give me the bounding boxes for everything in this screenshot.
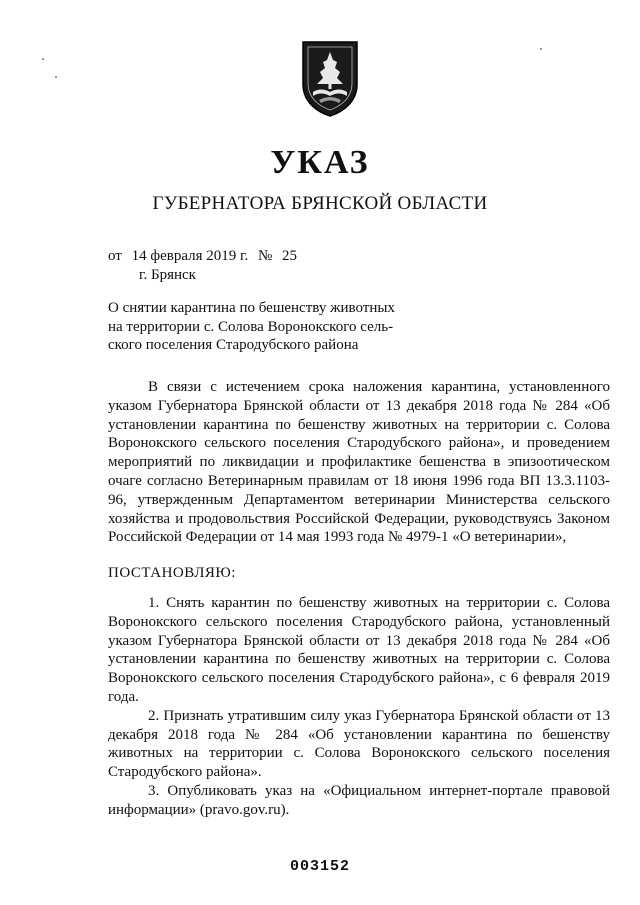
decree-item: 2. Признать утратившим силу указ Губернатора Брянской области от 13 декабря 2018 года № 284 «Об установлении карантина по бешенству животных на территории с. Солова Воронокского сельского поселения Стародубского района». [108,707,610,781]
preamble-text: В связи с истечением срока наложения карантина, установленного указом Губернатора Брянской области от 13 декабря 2018 года № 284 «Об установлении карантина по бешенству животных на территории с. Солова Воронокского сельского поселения Стародубского района», и проведением мероприятий по ликвидации и профилактике бешенства в эпизоотическом очаге согласно Ветеринарным правилам от 18 июня 1996 года ВП 13.3.1103-96, утвержденным Департаментом ветеринарии Министерства сельского хозяйства и продовольствия Российской Федерации, руководствуясь Законом Российской Федерации от 14 мая 1993 года № 4979-1 «О ветеринарии», [108,379,610,546]
number-sign: № [257,248,273,264]
subject-line: на территории с. Солова Воронокского сель- [108,318,394,335]
subject-line: О снятии карантина по бешенству животных [108,300,395,316]
issuing-authority: ГУБЕРНАТОРА БРЯНСКОЙ ОБЛАСТИ [152,193,488,214]
serial-number: 003152 [289,858,350,875]
decree-number: 25 [282,248,298,264]
preamble [108,378,610,547]
date-number-line [108,247,297,266]
scan-speck [55,76,57,78]
scan-speck [540,48,542,50]
scan-speck [42,58,44,60]
subject-heading [108,299,428,355]
city: г. Брянск [139,267,196,283]
decree-word: ПОСТАНОВЛЯЮ: [108,565,236,581]
subject-line: ского поселения Стародубского района [108,337,359,353]
decree-word-block [108,564,610,583]
document-title: УКАЗ [270,144,370,181]
date-prefix: от [108,248,122,264]
decree-items [108,594,610,820]
decree-item: 1. Снять карантин по бешенству животных на территории с. Солова Воронокского сельского поселения Стародубского района, установленный указом Губернатора Брянской области от 13 декабря 2018 года № 284 «Об установлении карантина по бешенству животных на территории с. Солова Воронокского сельского поселения Стародубского района», с 6 февраля 2019 года. [108,595,610,705]
coat-of-arms-icon [299,38,361,118]
decree-date: 14 февраля 2019 г. [131,248,249,264]
decree-item: 3. Опубликовать указ на «Официальном интернет-портале правовой информации» (pravo.gov.ru). [108,782,610,818]
